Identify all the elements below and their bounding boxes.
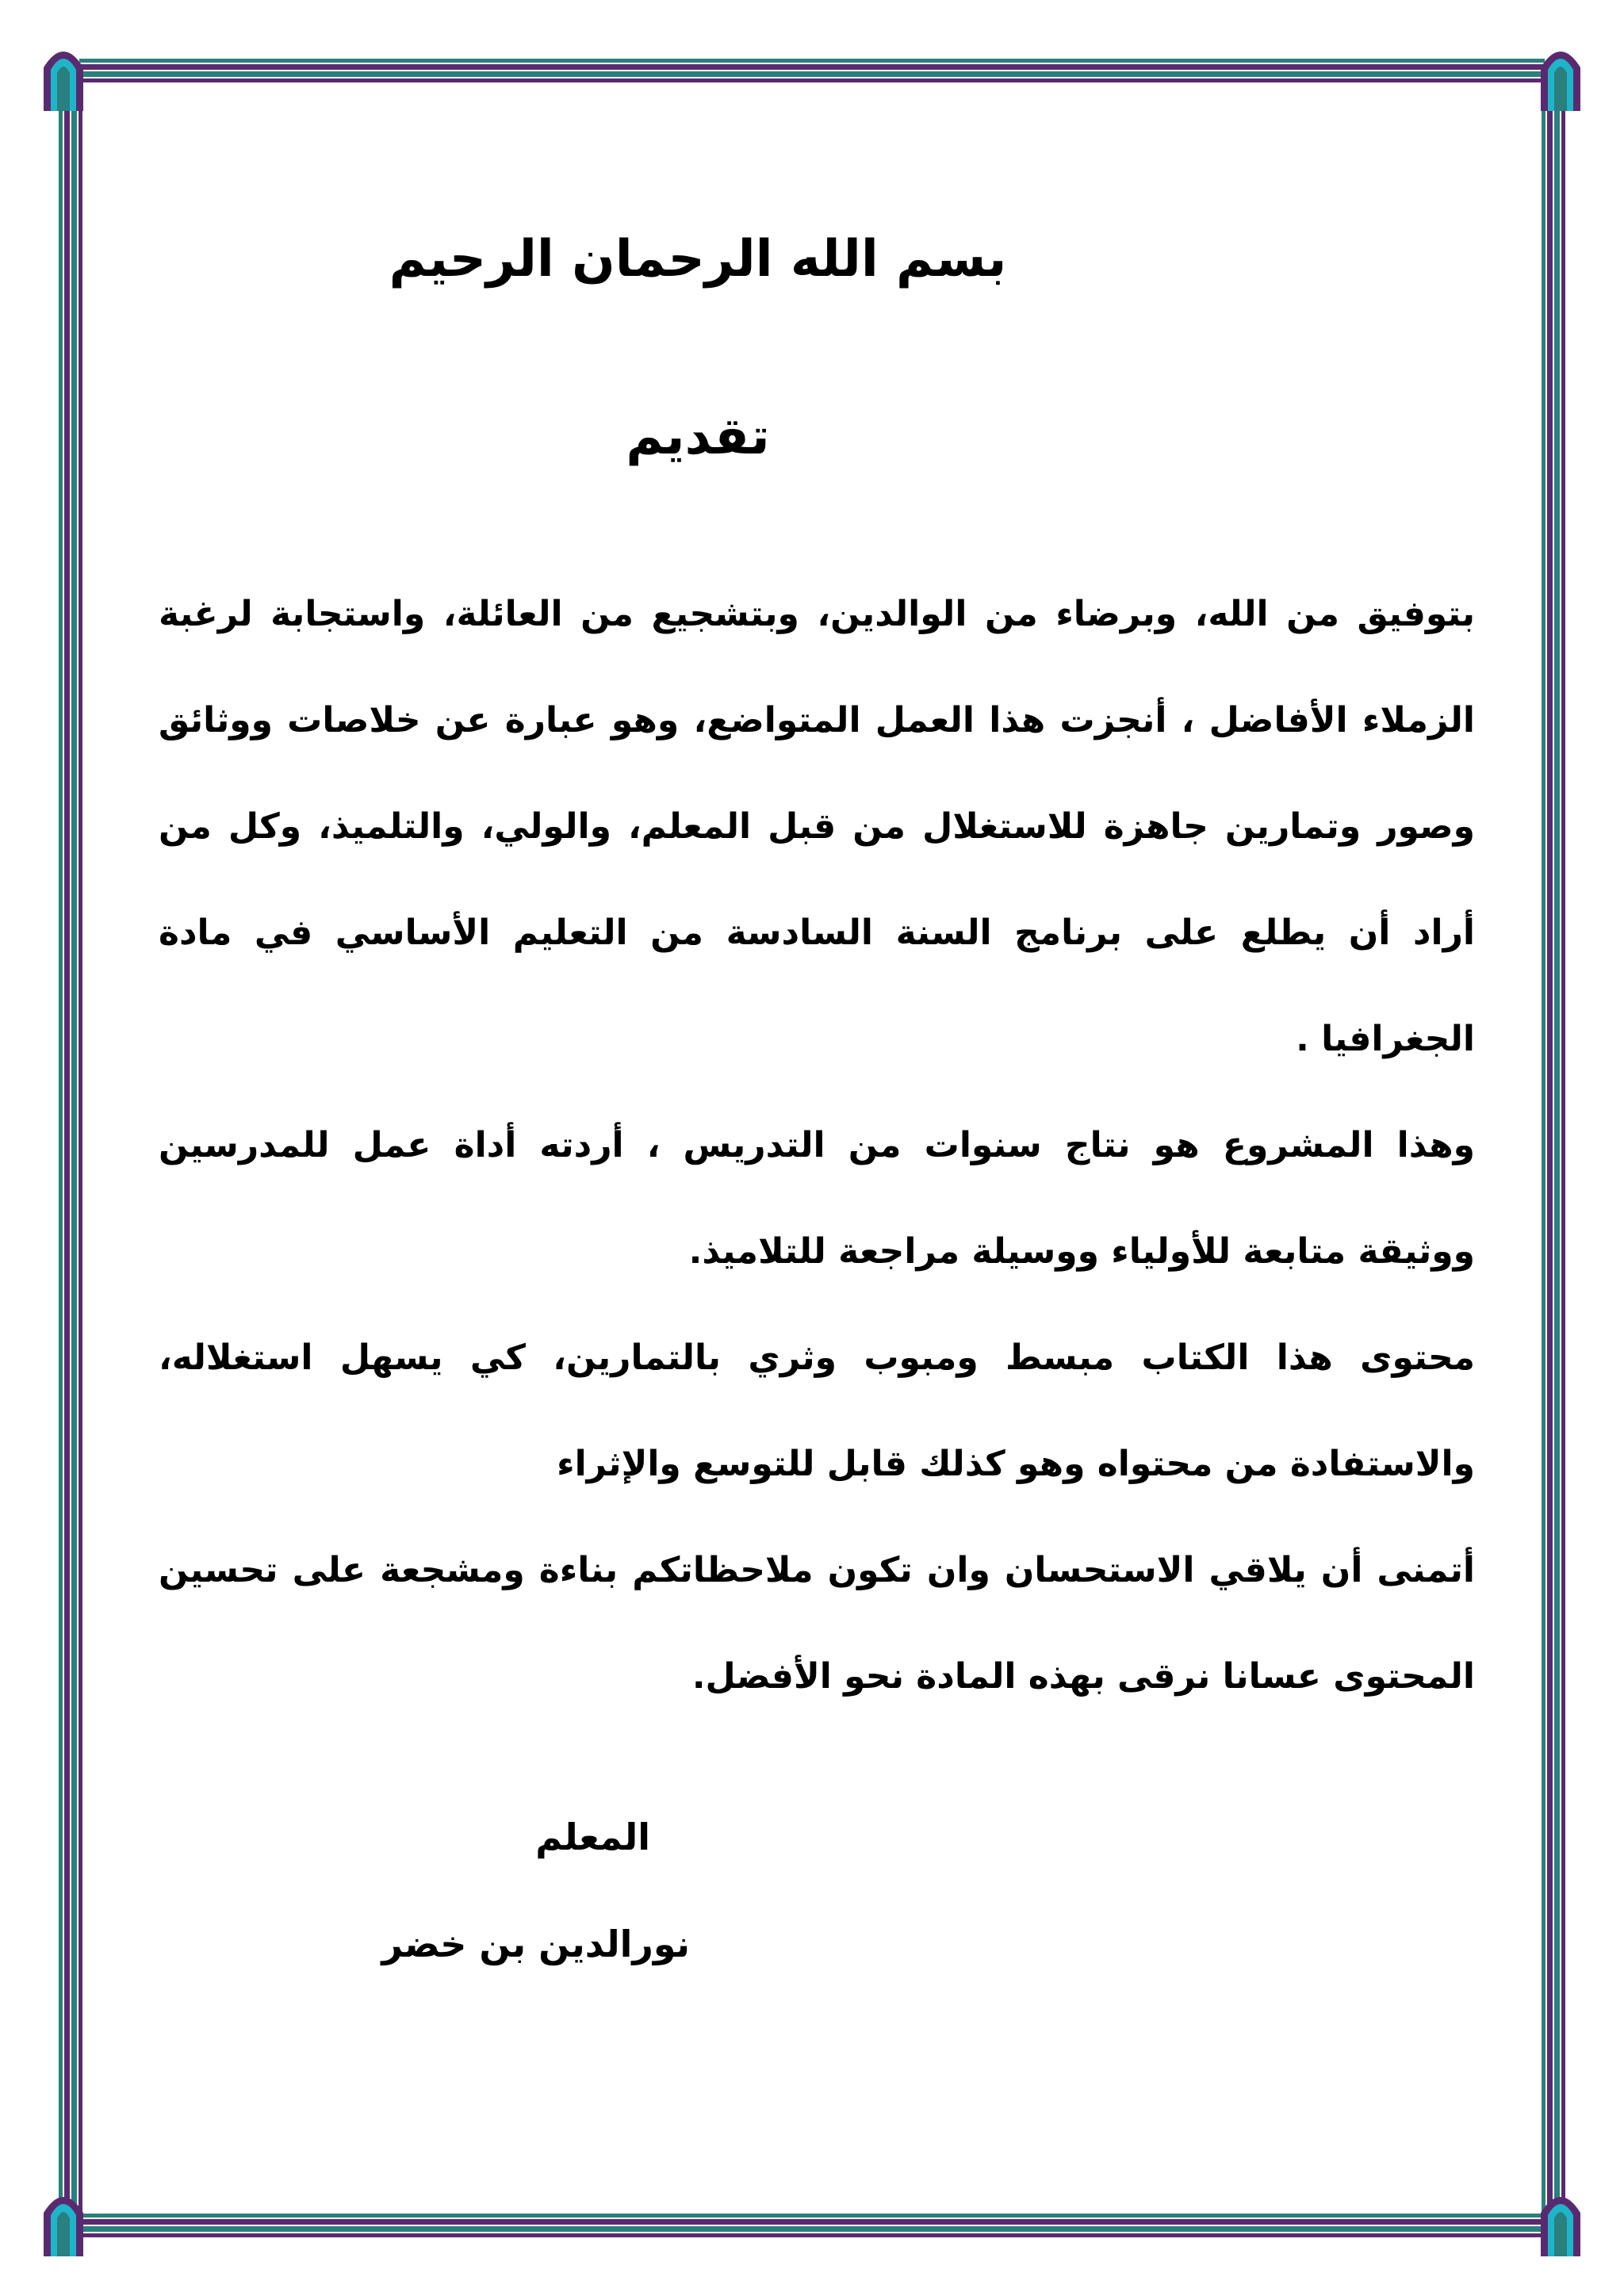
document-body [159, 230, 1475, 1730]
page-title: تقديم [626, 408, 770, 466]
frame-right-border [1542, 79, 1565, 2217]
arch-pillar-icon [40, 40, 87, 111]
paragraph-intro: بتوفيق من الله، وبرضاء من الوالدين، وبتشجيع من العائلة، واستجابة لرغبة الزملاء الأفاضل ، أنجزت هذا العمل المتواضع، وهو عبارة عن خلاصات ووثائق وصور وتمارين جاهزة للاستغلال من قبل المعلم، والولي، والتلميذ، وكل من أراد أن يطلع على برنامج السنة السادسة من التعليم الأساسي في مادة الجغرافيا . [159, 594, 1475, 1059]
frame-left-border [59, 79, 82, 2217]
signature-role: المعلم [535, 1816, 650, 1858]
frame-top-border [79, 59, 1545, 82]
arch-pillar-icon [1537, 2185, 1584, 2256]
signature-name: نورالدين بن خضر [381, 1923, 690, 1965]
paragraph-wish: أتمنى أن يلاقي الاستحسان وان تكون ملاحظاتكم بناءة ومشجعة على تحسين المحتوى عسانا نرقى بهذه المادة نحو الأفضل. [159, 1550, 1475, 1697]
frame-bottom-border [79, 2214, 1545, 2237]
paragraph-content: محتوى هذا الكتاب مبسط ومبوب وثري بالتمارين، كي يسهل استغلاله، والاستفادة من محتواه وهو كذلك قابل للتوسع والإثراء [159, 1337, 1475, 1484]
basmala-heading: بسم الله الرحمان الرحيم [389, 230, 1007, 289]
paragraph-project: وهذا المشروع هو نتاج سنوات من التدريس ، أردته أداة عمل للمدرسين ووثيقة متابعة للأولياء ووسيلة مراجعة للتلاميذ. [159, 1125, 1475, 1272]
arch-pillar-icon [1537, 40, 1584, 111]
arch-pillar-icon [40, 2185, 87, 2256]
